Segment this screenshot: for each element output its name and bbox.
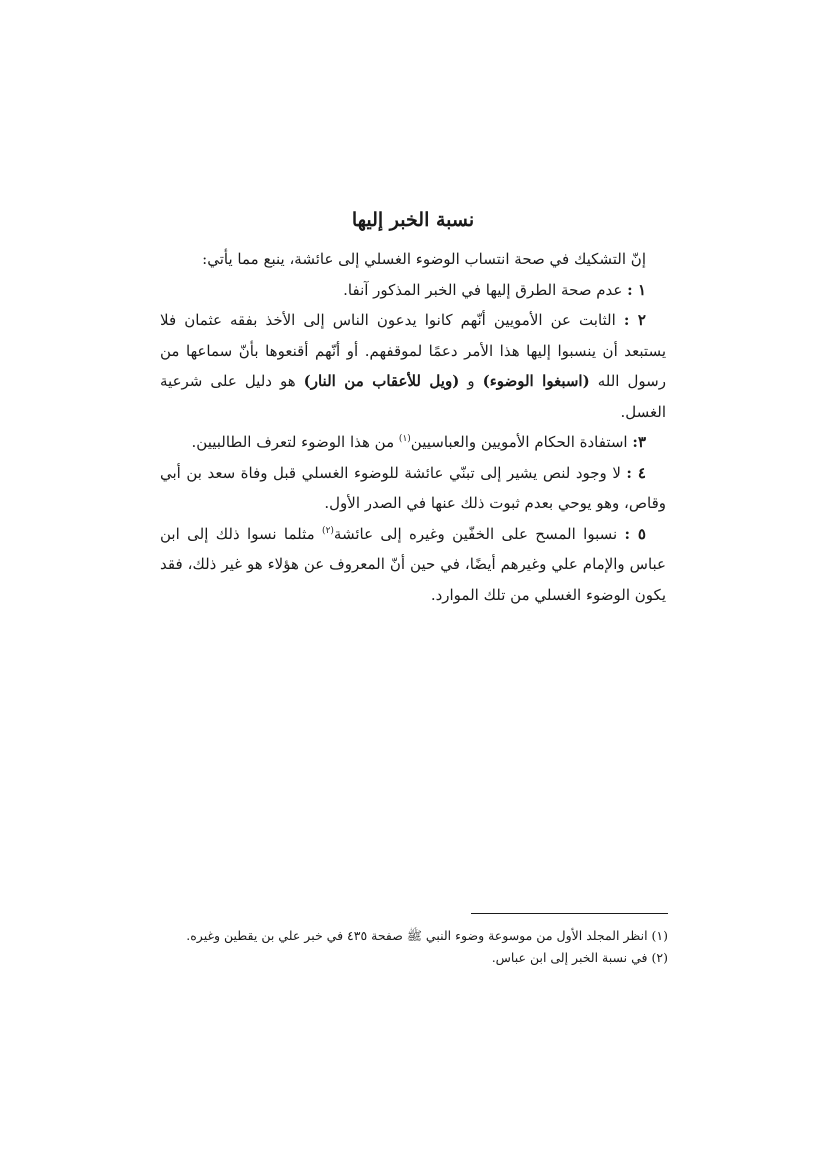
footnote-2: (٢) في نسبة الخبر إلى ابن عباس.: [491, 950, 668, 965]
point-number: ١ :: [627, 280, 646, 299]
point-text: عدم صحة الطرق إليها في الخبر المذكور آنفا.: [343, 280, 623, 299]
section-heading: نسبة الخبر إليها: [351, 209, 475, 231]
conjunction: و: [467, 372, 475, 390]
point-text: لا وجود لنص يشير إلى تبنّي عائشة للوضوء الغسلي قبل وفاة سعد بن أبي وقاص، وهو يوحي بعدم ثبوت ذلك عنها في الصدر الأول.: [160, 463, 666, 512]
footnote-ref[interactable]: (١): [398, 434, 411, 444]
quote-bold: (اسبغوا الوضوء): [482, 372, 590, 390]
point-number: ٥ :: [624, 524, 646, 543]
point-text: من هذا الوضوء لتعرف الطالبيين.: [191, 433, 395, 451]
point-2: [160, 305, 666, 427]
point-text: استفادة الحكام الأمويين والعباسيين: [410, 433, 628, 451]
point-number: ٣:: [632, 433, 646, 451]
point-text: مثلما نسوا ذلك إلى ابن عباس والإمام علي وغيرهم أيضًا، في حين أنّ المعروف عن هؤلاء هو غير ذلك، فقد يكون الوضوء الغسلي من تلك الموارد.: [160, 524, 666, 604]
point-text: هو دليل على شرعية الغسل.: [160, 372, 666, 421]
intro-paragraph: إنّ التشكيك في صحة انتساب الوضوء الغسلي إلى عائشة، ينبع مما يأتي:: [202, 250, 646, 268]
point-1: [160, 275, 666, 306]
point-5: [160, 519, 666, 611]
point-4: [160, 458, 666, 519]
footnote-1: (١) انظر المجلد الأول من موسوعة وضوء النبي ﷺ صفحة ٤٣٥ في خبر علي بن يقطين وغيره.: [186, 928, 668, 943]
footnote-ref[interactable]: (٢): [322, 525, 334, 536]
point-text: نسبوا المسح على الخفّين وغيره إلى عائشة: [333, 524, 618, 543]
point-number: ٢ :: [623, 311, 646, 329]
point-3: [160, 427, 666, 458]
footnotes: [160, 925, 668, 969]
point-number: ٤ :: [626, 463, 646, 482]
footnote-divider: [471, 913, 668, 914]
body-text: [160, 244, 666, 610]
point-text: الثابت عن الأمويين أنّهم كانوا يدعون الناس إلى الأخذ بفقه عثمان فلا يستبعد أن ينسبوا إليها هذا الأمر دعمًا لموقفهم. أو أنّهم أقنعوها بأنّ سماعها من رسول الله: [160, 311, 666, 390]
quote-bold: (ويل للأعقاب من النار): [303, 372, 460, 390]
